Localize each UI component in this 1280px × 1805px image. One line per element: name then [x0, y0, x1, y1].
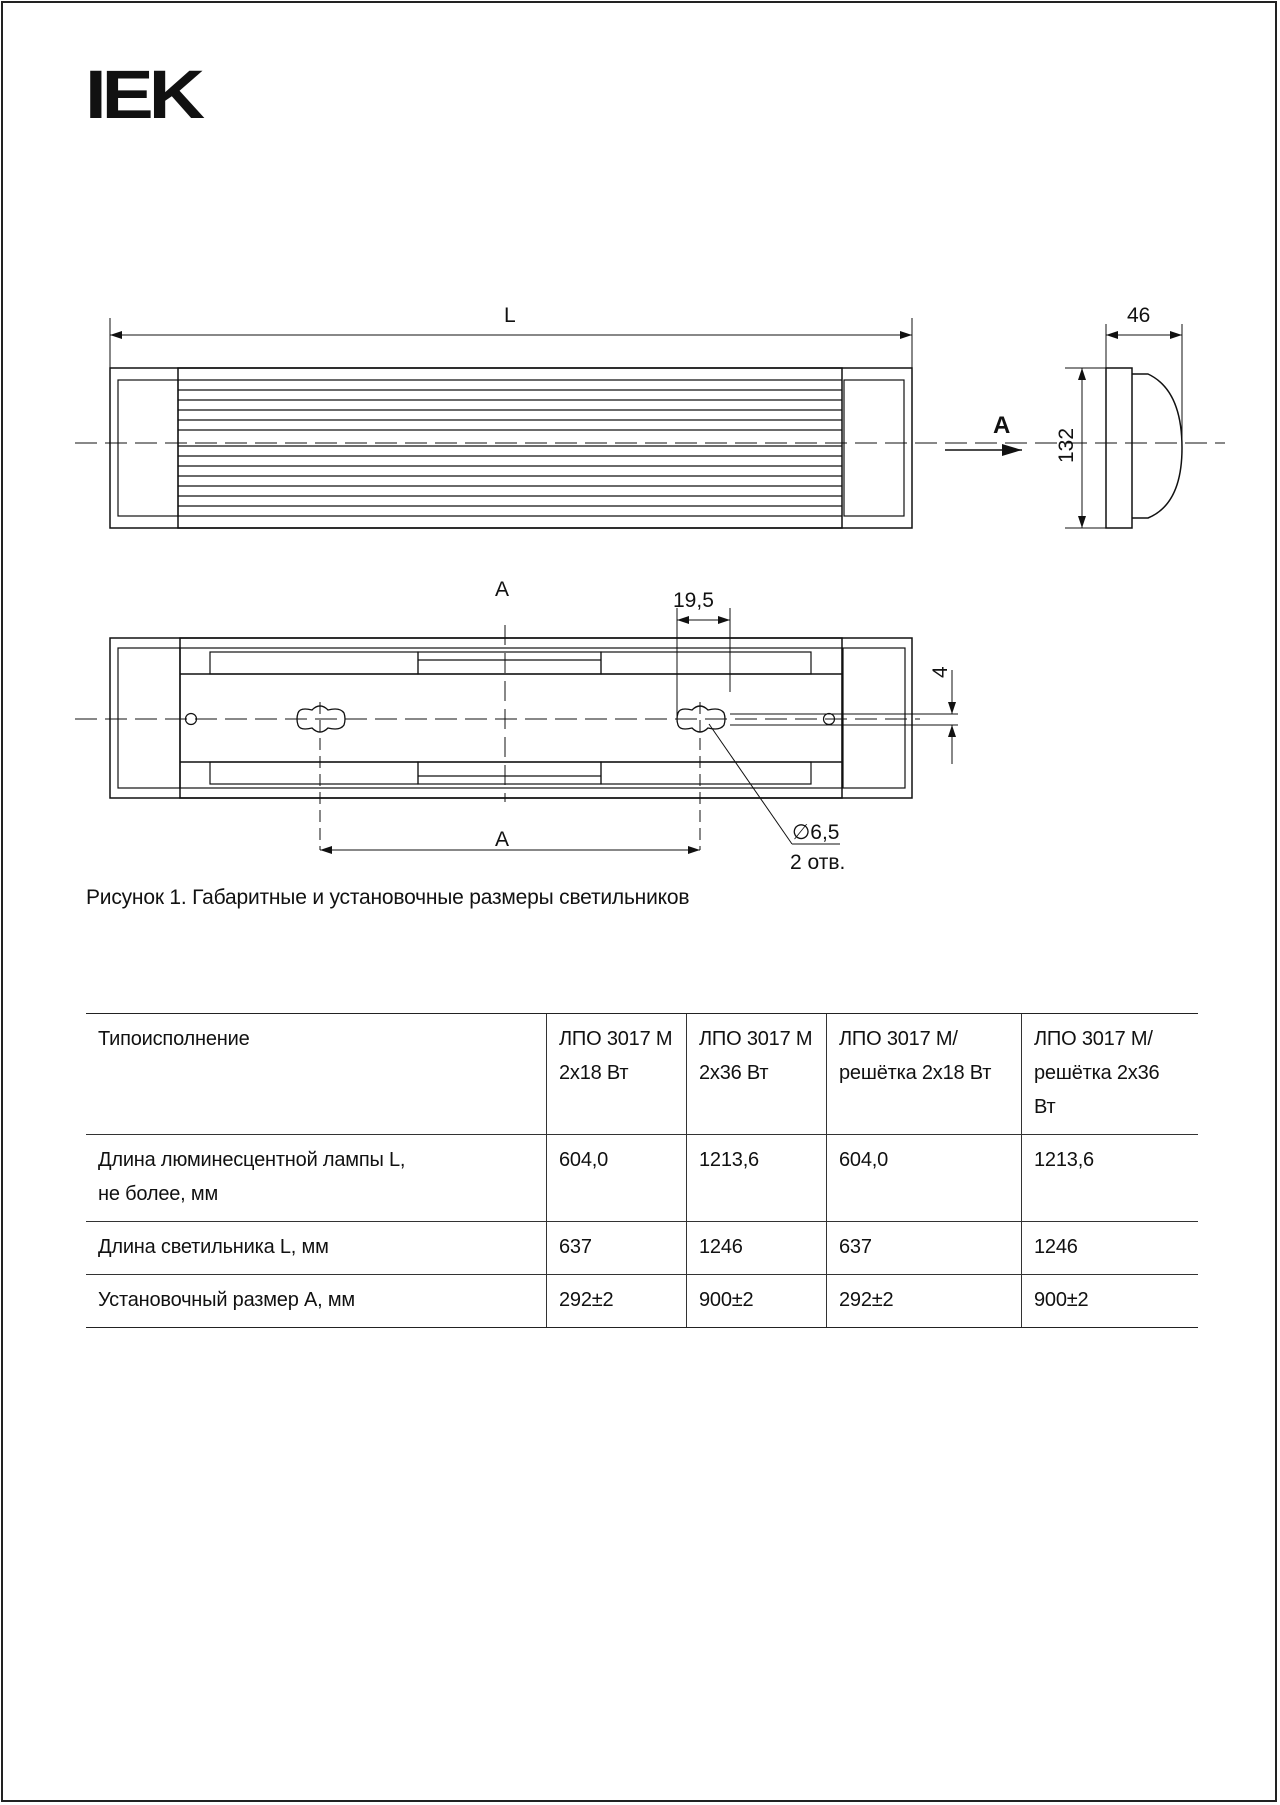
table-cell: 900±2: [1022, 1275, 1199, 1328]
diffuser: [178, 368, 842, 528]
diffuser-ribs: [178, 380, 842, 516]
table-cell: 604,0: [827, 1135, 1022, 1222]
technical-drawing: [0, 0, 1280, 900]
top-view: [75, 304, 1225, 528]
table-cell: 637: [827, 1222, 1022, 1275]
iek-logo: IEK: [85, 55, 201, 134]
lamp-slots: [210, 652, 811, 784]
table-cell: 1213,6: [1022, 1135, 1199, 1222]
gap-dimension-label: 4: [929, 666, 952, 678]
table-cell: 292±2: [827, 1275, 1022, 1328]
figure-caption: Рисунок 1. Габаритные и установочные размеры светильников: [86, 886, 690, 909]
height-dimension-label: 132: [1055, 427, 1078, 463]
side-profile-base: [1106, 368, 1132, 528]
header-label: Типоисполнение: [86, 1014, 547, 1135]
spec-table: [86, 1013, 1198, 1328]
header-model: ЛПО 3017 М 2x18 Вт: [547, 1014, 687, 1135]
row-label: Установочный размер А, мм: [86, 1275, 547, 1328]
table-cell: 1246: [1022, 1222, 1199, 1275]
hole-count-label: 2 отв.: [790, 851, 846, 874]
mounting-dimension-label: A: [495, 828, 510, 851]
mounting-hole-left: [186, 714, 197, 725]
row-label: Длина светильника L, мм: [86, 1222, 547, 1275]
mount-plate-body: [110, 638, 912, 798]
table-cell: 604,0: [547, 1135, 687, 1222]
header-model: ЛПО 3017 М 2x36 Вт: [687, 1014, 827, 1135]
fixture-body: [110, 368, 912, 528]
table-cell: 292±2: [547, 1275, 687, 1328]
offset-dimension-label: 19,5: [673, 589, 714, 612]
table-header-row: [86, 1014, 1198, 1135]
bottom-view: [75, 578, 958, 874]
table-row: [86, 1135, 1198, 1222]
table-cell: 637: [547, 1222, 687, 1275]
header-model: ЛПО 3017 М/ решётка 2x18 Вт: [827, 1014, 1022, 1135]
hole-diameter-label: ∅6,5: [792, 821, 840, 844]
depth-dimension-label: 46: [1127, 304, 1151, 327]
side-profile-dome: [1132, 374, 1182, 518]
table-cell: 1213,6: [687, 1135, 827, 1222]
table-row: [86, 1222, 1198, 1275]
length-dimension-label: L: [504, 304, 516, 327]
bottom-view-label: A: [495, 578, 510, 601]
table-row: [86, 1275, 1198, 1328]
view-arrow-label: A: [993, 412, 1011, 439]
row-label: Длина люминесцентной лампы L, не более, мм: [86, 1135, 547, 1222]
table-cell: 900±2: [687, 1275, 827, 1328]
table-cell: 1246: [687, 1222, 827, 1275]
header-model: ЛПО 3017 М/ решётка 2x36 Вт: [1022, 1014, 1199, 1135]
side-view: [1055, 304, 1182, 528]
